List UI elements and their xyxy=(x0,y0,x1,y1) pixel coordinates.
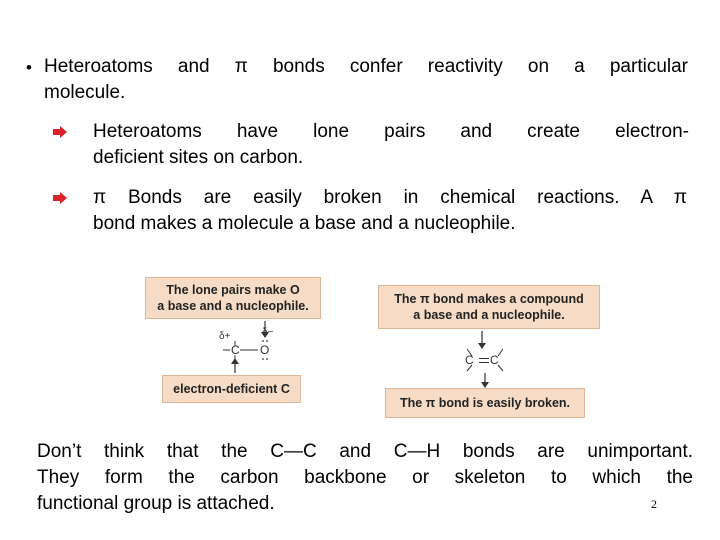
bullet-1-line-1: Heteroatoms and π bonds confer reactivity on a particular xyxy=(44,56,688,77)
carbon-atom-label: C xyxy=(231,343,240,357)
delta-minus-label: δ− xyxy=(262,327,274,338)
oxygen-atom-label: O xyxy=(260,343,270,357)
bullet-marker: • xyxy=(26,58,32,77)
sub-bullet-1-line-1: Heteroatoms have lone pairs and create electron- xyxy=(93,121,689,142)
lone-pairs-caption-box: The lone pairs make O a base and a nucleophile. xyxy=(145,277,321,319)
pi-bond-base-caption-box: The π bond makes a compound a base and a nucleophile. xyxy=(378,285,600,329)
delta-plus-label: δ+ xyxy=(219,331,231,342)
carbonyl-structure xyxy=(205,319,295,375)
arrow-bullet-icon xyxy=(53,192,67,204)
bottom-paragraph-line-1: Don’t think that the C—C and C—H bonds are unimportant. xyxy=(37,441,693,462)
bottom-paragraph-line-2: They form the carbon backbone or skeleton to which the xyxy=(37,467,693,488)
page-number: 2 xyxy=(651,497,657,511)
arrow-bullet-icon xyxy=(53,126,67,138)
pi-bond-broken-caption-box: The π bond is easily broken. xyxy=(385,388,585,418)
bottom-paragraph-line-3: functional group is attached. xyxy=(37,493,275,514)
sub-bullet-1-line-2: deficient sites on carbon. xyxy=(93,147,304,168)
electron-deficient-caption-box: electron-deficient C xyxy=(162,375,301,403)
sub-bullet-2-line-1: π Bonds are easily broken in chemical reactions. A π xyxy=(93,187,687,208)
sub-bullet-2-line-2: bond makes a molecule a base and a nucleophile. xyxy=(93,213,516,234)
bullet-1-line-2: molecule. xyxy=(44,82,126,103)
carbon-1-atom-label: C xyxy=(465,353,474,367)
carbon-2-atom-label: C xyxy=(490,353,499,367)
